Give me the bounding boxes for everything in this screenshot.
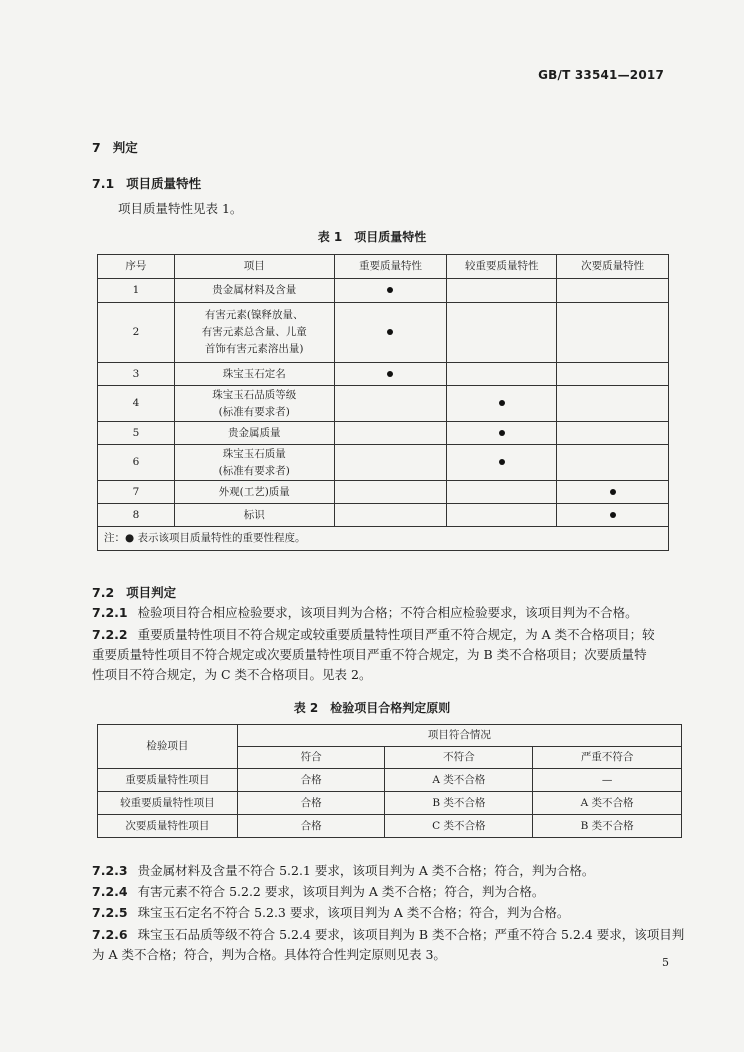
cell-item: 重要质量特性项目 (98, 769, 238, 792)
cell-item-line: 标识 (243, 508, 265, 521)
cell-serious: — (533, 769, 682, 792)
cell-item (174, 481, 334, 504)
cell-nonconform: A 类不合格 (385, 769, 533, 792)
clause-7-2-3 (92, 861, 692, 881)
clause-number: 7.2.2 (92, 627, 128, 642)
table-row (98, 422, 669, 445)
col-header: 不符合 (385, 747, 533, 769)
cell-conform: 合格 (237, 792, 385, 815)
cell-item (174, 363, 334, 386)
cell-number: 1 (98, 279, 175, 303)
table-header-row (98, 255, 669, 279)
clause-number: 7.2.1 (92, 605, 128, 620)
cell-characteristic (557, 303, 669, 363)
section-number: 7 (92, 140, 101, 155)
col-header: 序号 (98, 255, 175, 279)
cell-item-line: 外观(工艺)质量 (218, 485, 290, 498)
cell-item-line: 有害元素(镍释放量、 (204, 309, 304, 321)
bullet-mark-icon (499, 430, 505, 436)
table-1 (97, 254, 669, 551)
clause-number: 7.2.4 (92, 884, 128, 899)
cell-item: 次要质量特性项目 (98, 815, 238, 838)
cell-item: 较重要质量特性项目 (98, 792, 238, 815)
table-2-caption: 表 2 检验项目合格判定原则 (293, 701, 451, 715)
clause-number: 7.2.5 (92, 905, 128, 920)
section-title: 项目判定 (126, 585, 177, 600)
section-7-1-heading (92, 174, 201, 192)
cell-number: 4 (98, 386, 175, 422)
section-title: 项目质量特性 (126, 176, 202, 191)
clause-7-2-5 (92, 903, 692, 923)
cell-characteristic (334, 504, 447, 527)
cell-characteristic (557, 386, 669, 422)
cell-characteristic (447, 303, 557, 363)
cell-item (174, 386, 334, 422)
clause-7-2-6 (92, 925, 692, 965)
table-row (98, 445, 669, 481)
table-row (98, 481, 669, 504)
cell-item (174, 445, 334, 481)
cell-characteristic (334, 445, 447, 481)
cell-characteristic (447, 363, 557, 386)
col-group-header: 项目符合情况 (237, 725, 681, 747)
col-header: 检验项目 (98, 725, 238, 769)
clause-7-2-1 (92, 603, 692, 623)
cell-item (174, 504, 334, 527)
col-header: 较重要质量特性 (447, 255, 557, 279)
table-row (98, 279, 669, 303)
bullet-mark-icon (610, 512, 616, 518)
col-header: 符合 (237, 747, 385, 769)
cell-characteristic (557, 445, 669, 481)
cell-characteristic (557, 481, 669, 504)
cell-item (174, 422, 334, 445)
cell-characteristic (557, 363, 669, 386)
table-note-row (98, 527, 669, 551)
col-header: 次要质量特性 (557, 255, 669, 279)
cell-item-line: 贵金属材料及含量 (212, 284, 297, 296)
cell-item-line: 首饰有害元素溶出量) (204, 343, 304, 355)
cell-characteristic (334, 363, 447, 386)
cell-serious: A 类不合格 (533, 792, 682, 815)
cell-item-line: (标准有要求者) (218, 464, 290, 477)
table-2 (97, 724, 682, 838)
cell-characteristic (557, 422, 669, 445)
table-header-row (98, 725, 682, 747)
cell-item (174, 279, 334, 303)
table-1-caption: 表 1 项目质量特性 (317, 230, 427, 244)
section-7-2-heading (92, 583, 176, 601)
clause-text: 有害元素不符合 5.2.2 要求，该项目判为 A 类不合格；符合，判为合格。 (137, 884, 545, 899)
bullet-mark-icon (387, 287, 393, 293)
clause-line: 性项目不符合规定，为 C 类不合格项目。见表 2。 (92, 667, 372, 682)
cell-characteristic (447, 445, 557, 481)
cell-characteristic (447, 279, 557, 303)
table-row (98, 792, 682, 815)
bullet-mark-icon (499, 459, 505, 465)
table-note: 注：● 表示该项目质量特性的重要性程度。 (98, 527, 669, 551)
table-row (98, 815, 682, 838)
section-7-heading (92, 138, 138, 156)
cell-item-line: 珠宝玉石质量 (222, 447, 286, 460)
cell-conform: 合格 (237, 815, 385, 838)
clause-text: 贵金属材料及含量不符合 5.2.1 要求，该项目判为 A 类不合格；符合，判为合格。 (137, 863, 595, 878)
bullet-mark-icon (387, 329, 393, 335)
clause-line: 珠宝玉石品质等级不符合 5.2.4 要求，该项目判为 B 类不合格；严重不符合 5.2.4 要求，该项目判 (137, 927, 685, 942)
table-row (98, 363, 669, 386)
col-header: 重要质量特性 (334, 255, 447, 279)
cell-item-line: 珠宝玉石定名 (222, 367, 286, 380)
bullet-mark-icon (387, 371, 393, 377)
cell-number: 8 (98, 504, 175, 527)
bullet-mark-icon (610, 489, 616, 495)
clause-line: 重要质量特性项目不符合规定或次要质量特性项目严重不符合规定，为 B 类不合格项目；次要质量特 (92, 647, 647, 662)
cell-number: 2 (98, 303, 175, 363)
col-header: 严重不符合 (533, 747, 682, 769)
cell-item-line: 贵金属质量 (227, 426, 281, 439)
cell-characteristic (447, 386, 557, 422)
cell-item (174, 303, 334, 363)
table-row (98, 504, 669, 527)
clause-number: 7.2.6 (92, 927, 128, 942)
page-number: 5 (662, 956, 669, 969)
cell-characteristic (334, 279, 447, 303)
cell-characteristic (334, 386, 447, 422)
col-header: 项目 (174, 255, 334, 279)
table-row (98, 303, 669, 363)
cell-conform: 合格 (237, 769, 385, 792)
cell-nonconform: C 类不合格 (385, 815, 533, 838)
table-row (98, 769, 682, 792)
clause-text: 珠宝玉石定名不符合 5.2.3 要求，该项目判为 A 类不合格；符合，判为合格。 (137, 905, 570, 920)
cell-characteristic (557, 279, 669, 303)
clause-7-2-2 (92, 625, 692, 685)
cell-characteristic (447, 504, 557, 527)
cell-number: 5 (98, 422, 175, 445)
table-row (98, 386, 669, 422)
section-title: 判定 (112, 140, 138, 155)
clause-number: 7.2.3 (92, 863, 128, 878)
cell-nonconform: B 类不合格 (385, 792, 533, 815)
section-7-1-intro: 项目质量特性见表 1。 (118, 201, 243, 216)
cell-characteristic (557, 504, 669, 527)
bullet-mark-icon (499, 400, 505, 406)
table-1-body (98, 279, 669, 527)
clause-line: 重要质量特性项目不符合规定或较重要质量特性项目严重不符合规定，为 A 类不合格项目；较 (137, 627, 655, 642)
cell-characteristic (334, 303, 447, 363)
cell-number: 6 (98, 445, 175, 481)
cell-item-line: 珠宝玉石品质等级 (212, 388, 297, 401)
cell-item-line: 有害元素总含量、儿童 (201, 326, 307, 338)
clause-line: 为 A 类不合格；符合，判为合格。具体符合性判定原则见表 3。 (92, 947, 446, 962)
cell-characteristic (447, 422, 557, 445)
cell-characteristic (447, 481, 557, 504)
cell-characteristic (334, 481, 447, 504)
clause-7-2-4 (92, 882, 692, 902)
cell-number: 3 (98, 363, 175, 386)
cell-item-line: (标准有要求者) (218, 405, 290, 418)
cell-number: 7 (98, 481, 175, 504)
clause-text: 检验项目符合相应检验要求，该项目判为合格；不符合相应检验要求，该项目判为不合格。 (137, 605, 638, 620)
section-number: 7.1 (92, 176, 115, 191)
cell-characteristic (334, 422, 447, 445)
cell-serious: B 类不合格 (533, 815, 682, 838)
standard-number: GB/T 33541—2017 (538, 68, 664, 82)
section-number: 7.2 (92, 585, 115, 600)
